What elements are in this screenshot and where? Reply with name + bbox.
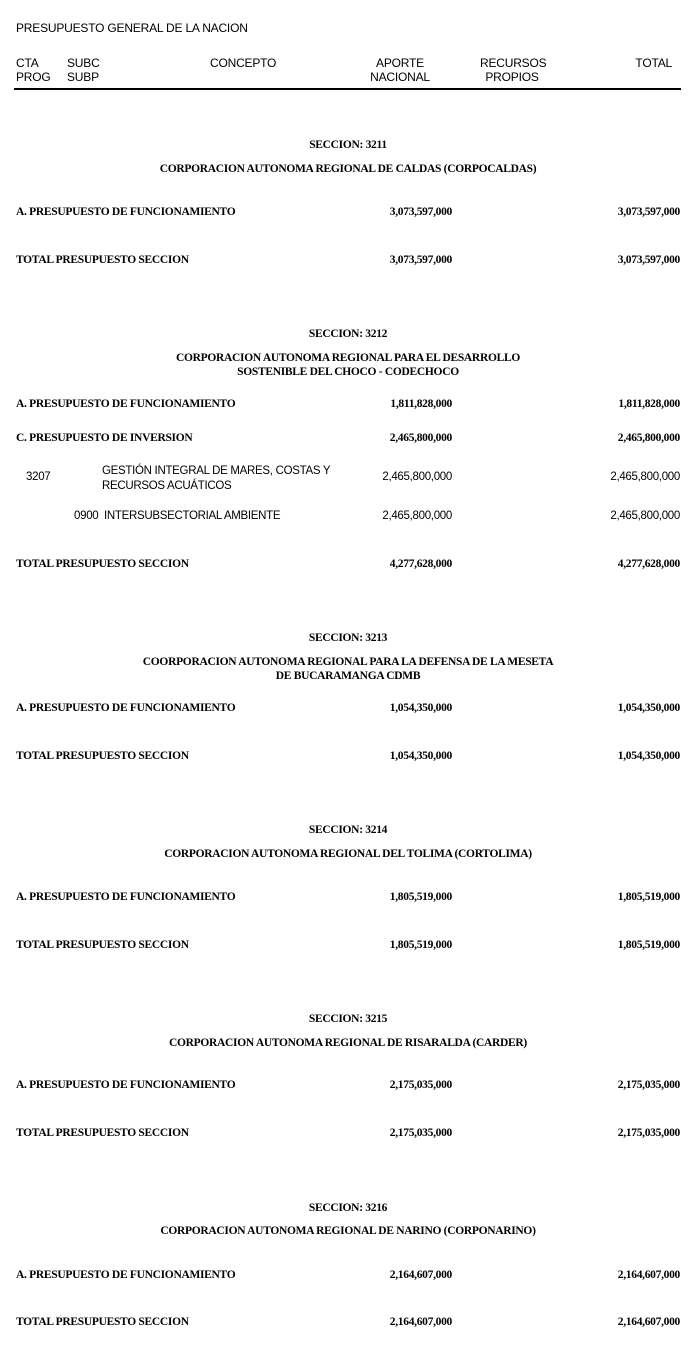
column-header-aporte-line1: APORTE xyxy=(376,56,424,70)
column-header-subc xyxy=(67,56,100,84)
total-seccion-total: 1,054,350,000 xyxy=(617,750,680,762)
total-seccion-total: 2,164,607,000 xyxy=(617,1316,680,1328)
row-aporte-inversion: 2,465,800,000 xyxy=(389,432,452,444)
row-aporte-funcionamiento: 2,164,607,000 xyxy=(389,1269,452,1281)
total-seccion-label: TOTAL PRESUPUESTO SECCION xyxy=(16,1127,189,1139)
row-total-funcionamiento: 1,805,519,000 xyxy=(617,891,680,903)
row-label-inversion: C. PRESUPUESTO DE INVERSION xyxy=(16,432,193,444)
total-seccion-aporte: 2,175,035,000 xyxy=(389,1127,452,1139)
column-header-cta xyxy=(16,56,51,84)
total-seccion-label: TOTAL PRESUPUESTO SECCION xyxy=(16,939,189,951)
row-total-funcionamiento: 3,073,597,000 xyxy=(617,206,680,218)
section-name: CORPORACION AUTONOMA REGIONAL DE NARINO (CORPONARINO) xyxy=(160,1225,536,1237)
program-code: 3207 xyxy=(26,471,51,483)
column-header-concepto: CONCEPTO xyxy=(210,56,277,70)
program-concept xyxy=(102,464,330,494)
total-seccion-aporte: 1,805,519,000 xyxy=(389,939,452,951)
total-seccion-total: 1,805,519,000 xyxy=(617,939,680,951)
row-aporte-funcionamiento: 1,805,519,000 xyxy=(389,891,452,903)
row-aporte-funcionamiento: 1,054,350,000 xyxy=(389,702,452,714)
section-number: SECCION: 3216 xyxy=(308,1202,388,1214)
total-seccion-label: TOTAL PRESUPUESTO SECCION xyxy=(16,1316,189,1328)
section-name: CORPORACION AUTONOMA REGIONAL DE CALDAS (CORPOCALDAS) xyxy=(159,163,537,175)
section-number: SECCION: 3215 xyxy=(308,1013,388,1025)
section-name: CORPORACION AUTONOMA REGIONAL DEL TOLIMA (CORTOLIMA) xyxy=(164,848,532,860)
column-header-recursos-line1: RECURSOS xyxy=(480,56,547,70)
total-seccion-label: TOTAL PRESUPUESTO SECCION xyxy=(16,750,189,762)
row-total-funcionamiento: 1,811,828,000 xyxy=(618,398,680,410)
subprogram-code: 0900 xyxy=(74,510,99,522)
program-total: 2,465,800,000 xyxy=(610,471,680,483)
row-label-funcionamiento: A. PRESUPUESTO DE FUNCIONAMIENTO xyxy=(16,1079,236,1091)
row-label-funcionamiento: A. PRESUPUESTO DE FUNCIONAMIENTO xyxy=(16,702,236,714)
document-title: PRESUPUESTO GENERAL DE LA NACION xyxy=(16,21,248,35)
column-header-cta-line: CTA xyxy=(16,56,39,70)
total-seccion-label: TOTAL PRESUPUESTO SECCION xyxy=(16,254,189,266)
section-number: SECCION: 3211 xyxy=(309,139,387,151)
row-label-funcionamiento: A. PRESUPUESTO DE FUNCIONAMIENTO xyxy=(16,1269,236,1281)
row-aporte-funcionamiento: 3,073,597,000 xyxy=(389,206,452,218)
total-seccion-aporte: 1,054,350,000 xyxy=(389,750,452,762)
total-seccion-aporte: 4,277,628,000 xyxy=(389,558,452,570)
section-name-line2: DE BUCARAMANGA CDMB xyxy=(275,670,421,682)
total-seccion-label: TOTAL PRESUPUESTO SECCION xyxy=(16,558,189,570)
header-rule xyxy=(14,88,681,90)
total-seccion-total: 2,175,035,000 xyxy=(617,1127,680,1139)
subprogram-total: 2,465,800,000 xyxy=(610,510,680,522)
column-header-prog-line: PROG xyxy=(16,70,51,84)
program-aporte: 2,465,800,000 xyxy=(382,471,452,483)
subprogram-concept: INTERSUBSECTORIAL AMBIENTE xyxy=(104,510,281,522)
column-header-recursos-line2: PROPIOS xyxy=(485,70,539,84)
column-header-aporte xyxy=(368,56,432,84)
column-header-aporte-line2: NACIONAL xyxy=(370,70,430,84)
section-number: SECCION: 3212 xyxy=(308,328,388,340)
section-name: CORPORACION AUTONOMA REGIONAL DE RISARALDA (CARDER) xyxy=(169,1037,527,1049)
total-seccion-total: 4,277,628,000 xyxy=(617,558,680,570)
column-header-subp-line: SUBP xyxy=(67,70,99,84)
subprogram-aporte: 2,465,800,000 xyxy=(382,510,452,522)
section-name-line1: CORPORACION AUTONOMA REGIONAL PARA EL DESARROLLO xyxy=(176,352,520,364)
section-number: SECCION: 3214 xyxy=(308,824,388,836)
row-label-funcionamiento: A. PRESUPUESTO DE FUNCIONAMIENTO xyxy=(16,398,236,410)
section-name-line2: SOSTENIBLE DEL CHOCO - CODECHOCO xyxy=(237,366,459,378)
row-aporte-funcionamiento: 2,175,035,000 xyxy=(389,1079,452,1091)
section-name-line1: COORPORACION AUTONOMA REGIONAL PARA LA DEFENSA DE LA MESETA xyxy=(142,656,554,668)
column-header-subc-line: SUBC xyxy=(67,56,100,70)
row-total-funcionamiento: 2,164,607,000 xyxy=(617,1269,680,1281)
program-concept-line2: RECURSOS ACUÁTICOS xyxy=(102,480,232,492)
column-header-total: TOTAL xyxy=(635,56,672,70)
section-number: SECCION: 3213 xyxy=(308,632,388,644)
row-label-funcionamiento: A. PRESUPUESTO DE FUNCIONAMIENTO xyxy=(16,891,236,903)
row-total-funcionamiento: 2,175,035,000 xyxy=(617,1079,680,1091)
row-total-funcionamiento: 1,054,350,000 xyxy=(617,702,680,714)
row-aporte-funcionamiento: 1,811,828,000 xyxy=(390,398,452,410)
row-total-inversion: 2,465,800,000 xyxy=(617,432,680,444)
total-seccion-total: 3,073,597,000 xyxy=(617,254,680,266)
program-concept-line1: GESTIÓN INTEGRAL DE MARES, COSTAS Y xyxy=(102,465,331,477)
column-header-recursos xyxy=(480,56,547,84)
total-seccion-aporte: 2,164,607,000 xyxy=(389,1316,452,1328)
total-seccion-aporte: 3,073,597,000 xyxy=(389,254,452,266)
row-label-funcionamiento: A. PRESUPUESTO DE FUNCIONAMIENTO xyxy=(16,206,236,218)
